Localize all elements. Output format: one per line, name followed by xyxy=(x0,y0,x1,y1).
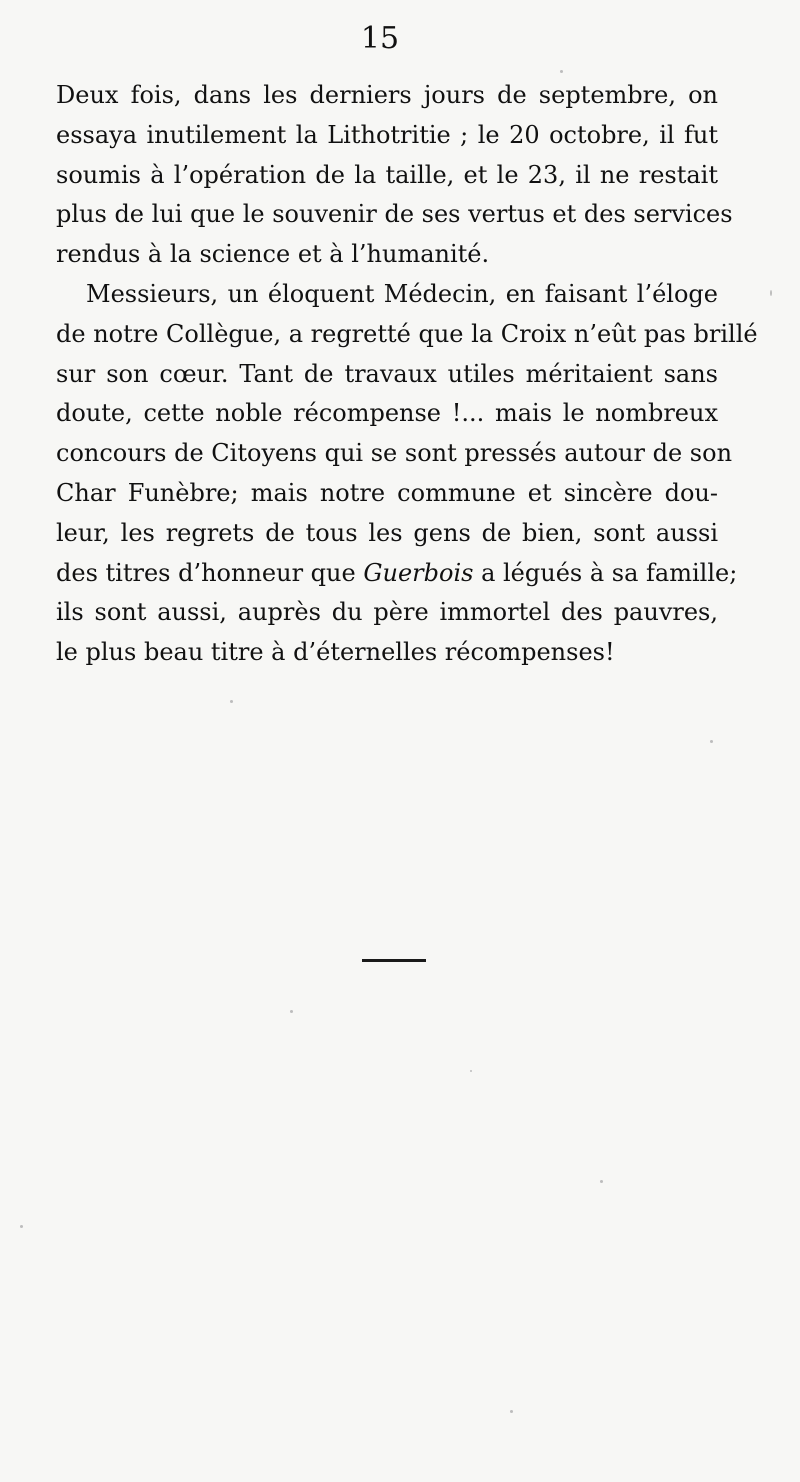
text-fragment: a légués à sa famille; xyxy=(473,558,738,587)
text-line: plus de lui que le souvenir de ses vertus et des services xyxy=(56,200,733,229)
paper-speck xyxy=(600,1180,603,1183)
paper-speck xyxy=(770,290,772,296)
page-number: 15 xyxy=(360,21,400,56)
text-line-with-name xyxy=(56,554,738,594)
body-text xyxy=(56,76,758,673)
paper-speck xyxy=(470,1070,472,1072)
paper-speck xyxy=(710,740,713,743)
person-name: Guerbois xyxy=(363,558,474,587)
text-line: ils sont aussi, auprès du père immortel des pauvres, xyxy=(56,598,718,627)
text-line: le plus beau titre à d’éternelles récompenses! xyxy=(56,638,615,667)
text-line: Messieurs, un éloquent Médecin, en faisant l’éloge xyxy=(86,279,718,308)
text-line: Deux fois, dans les derniers jours de septembre, on xyxy=(56,81,718,109)
text-line: concours de Citoyens qui se sont pressés autour de son xyxy=(56,439,733,468)
text-line: leur, les regrets de tous les gens de bien, sont aussi xyxy=(56,518,718,547)
paper-speck xyxy=(230,700,233,703)
paragraph-2 xyxy=(56,275,758,673)
text-line: rendus à la science et à l’humanité. xyxy=(56,240,490,269)
text-line: sur son cœur. Tant de travaux utiles méritaient sans xyxy=(56,359,718,388)
text-fragment: des titres d’honneur que xyxy=(56,558,364,587)
paper-speck xyxy=(20,1225,23,1228)
paper-speck xyxy=(290,1010,293,1013)
text-line: essaya inutilement la Lithotritie ; le 20 octobre, il fut xyxy=(56,120,718,149)
text-line: soumis à l’opération de la taille, et le 23, il ne restait xyxy=(56,160,718,189)
end-rule xyxy=(362,959,426,962)
text-line: doute, cette noble récompense !... mais le nombreux xyxy=(56,399,718,428)
text-line: de notre Collègue, a regretté que la Croix n’eût pas brillé xyxy=(56,319,758,348)
text-line: Char Funèbre; mais notre commune et sincère dou- xyxy=(56,478,718,507)
paper-speck xyxy=(560,70,563,73)
paper-speck xyxy=(510,1410,513,1413)
paragraph-1 xyxy=(56,76,733,275)
